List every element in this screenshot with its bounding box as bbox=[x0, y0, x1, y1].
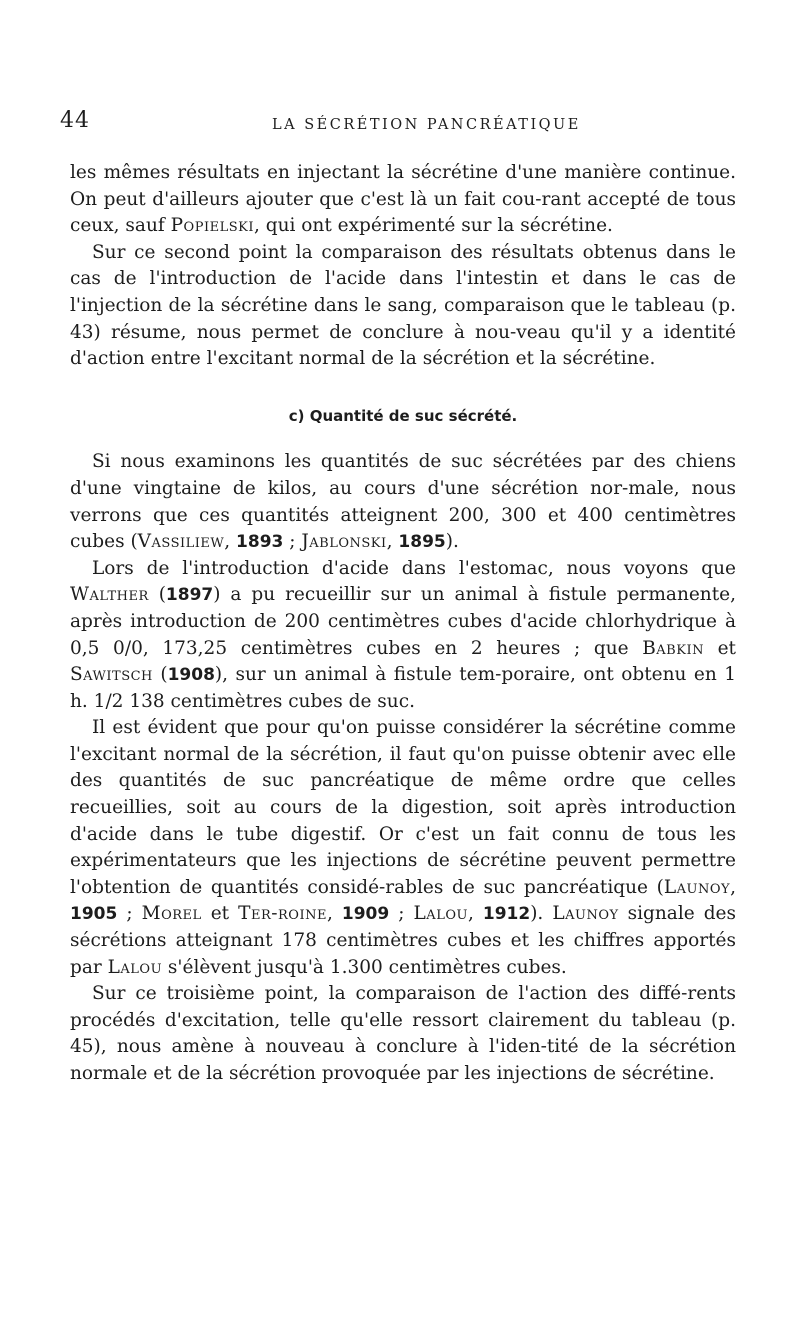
author-name: Popielski bbox=[170, 215, 254, 237]
page-number: 44 bbox=[60, 108, 90, 133]
body-text bbox=[70, 160, 736, 1088]
citation-year: 1895 bbox=[398, 532, 446, 553]
author-name: Morel bbox=[141, 903, 202, 925]
author-name: Launoy bbox=[663, 876, 731, 898]
section-heading: c) Quantité de suc sécrété. bbox=[288, 406, 518, 425]
paragraph-3: Si nous examinons les quantités de suc sécrétées par des chiens d'une vingtaine de kilos, au cours d'une sécrétion nor-male, nous verrons que ces quantités atteignent 200, 300 et 400 centimètres cubes (Vassiliew, 1893 ; Jablonski, 1895). bbox=[70, 451, 736, 553]
paragraph-4: Lors de l'introduction d'acide dans l'estomac, nous voyons que Walther (1897) a pu recueillir sur un animal à fistule permanente, après introduction de 200 centimètres cubes d'acide chlorhydrique à 0,5 0/0, 173,25 centimètres cubes en 2 heures ; que Babkin et Sawitsch (1908), sur un animal à fistule tem-poraire, ont obtenu en 1 h. 1/2 138 centimètres cubes de suc. bbox=[70, 557, 736, 712]
author-name: Launoy bbox=[552, 903, 619, 925]
author-name: Jablonski bbox=[301, 531, 387, 553]
running-title: LA SÉCRÉTION PANCRÉATIQUE bbox=[272, 117, 581, 133]
citation-year: 1909 bbox=[341, 904, 390, 925]
citation-year: 1912 bbox=[482, 904, 531, 925]
paragraph-5: Il est évident que pour qu'on puisse considérer la sécrétine comme l'excitant normal de la sécrétion, il faut qu'on puisse obtenir avec elle des quantités de suc pancréatique de même ordre que celles recueillies, soit au cours de la digestion, soit après introduction d'acide dans le tube digestif. Or c'est un fait connu de tous les expérimentateurs que les injections de sécrétine peuvent permettre l'obtention de quantités considé-rables de suc pancréatique (Launoy, 1905 ; Morel et Ter-roine, 1909 ; Lalou, 1912). Launoy signale des sécrétions atteignant 178 centimètres cubes et les chiffres apportés par Lalou s'élèvent jusqu'à 1.300 centimètres cubes. bbox=[70, 717, 736, 978]
citation-year: 1908 bbox=[167, 665, 215, 686]
paragraph-6: Sur ce troisième point, la comparaison de l'action des diffé-rents procédés d'excitation, telle qu'elle ressort clairement du tableau (p. 45), nous amène à nouveau à conclure à l'iden-tité de la sécrétion normale et de la sécrétion provoquée par les injections de sécrétine. bbox=[70, 983, 736, 1084]
citation-year: 1897 bbox=[165, 585, 214, 606]
citation-year: 1905 bbox=[70, 904, 118, 925]
paragraph-1: les mêmes résultats en injectant la sécrétine d'une manière continue. On peut d'ailleurs ajouter que c'est là un fait cou-rant accepté de tous ceux, sauf Popielski, qui ont expérimenté sur la sécrétine. bbox=[70, 162, 736, 237]
author-name: Babkin bbox=[642, 637, 704, 659]
author-name: Sawitsch bbox=[70, 664, 153, 686]
paragraph-2: Sur ce second point la comparaison des résultats obtenus dans le cas de l'introduction de l'acide dans l'intestin et dans le cas de l'injection de la sécrétine dans le sang, comparaison que le tableau (p. 43) résume, nous permet de conclure à nou-veau qu'il y a identité d'action entre l'excitant normal de la sécrétion et la sécrétine. bbox=[70, 241, 736, 370]
author-name: Walther bbox=[70, 584, 149, 606]
author-name: Lalou bbox=[413, 903, 468, 925]
author-name: Lalou bbox=[107, 956, 163, 978]
citation-year: 1893 bbox=[236, 532, 284, 553]
author-name: Vassiliew bbox=[137, 531, 225, 553]
author-name: Ter-roine bbox=[238, 903, 327, 925]
